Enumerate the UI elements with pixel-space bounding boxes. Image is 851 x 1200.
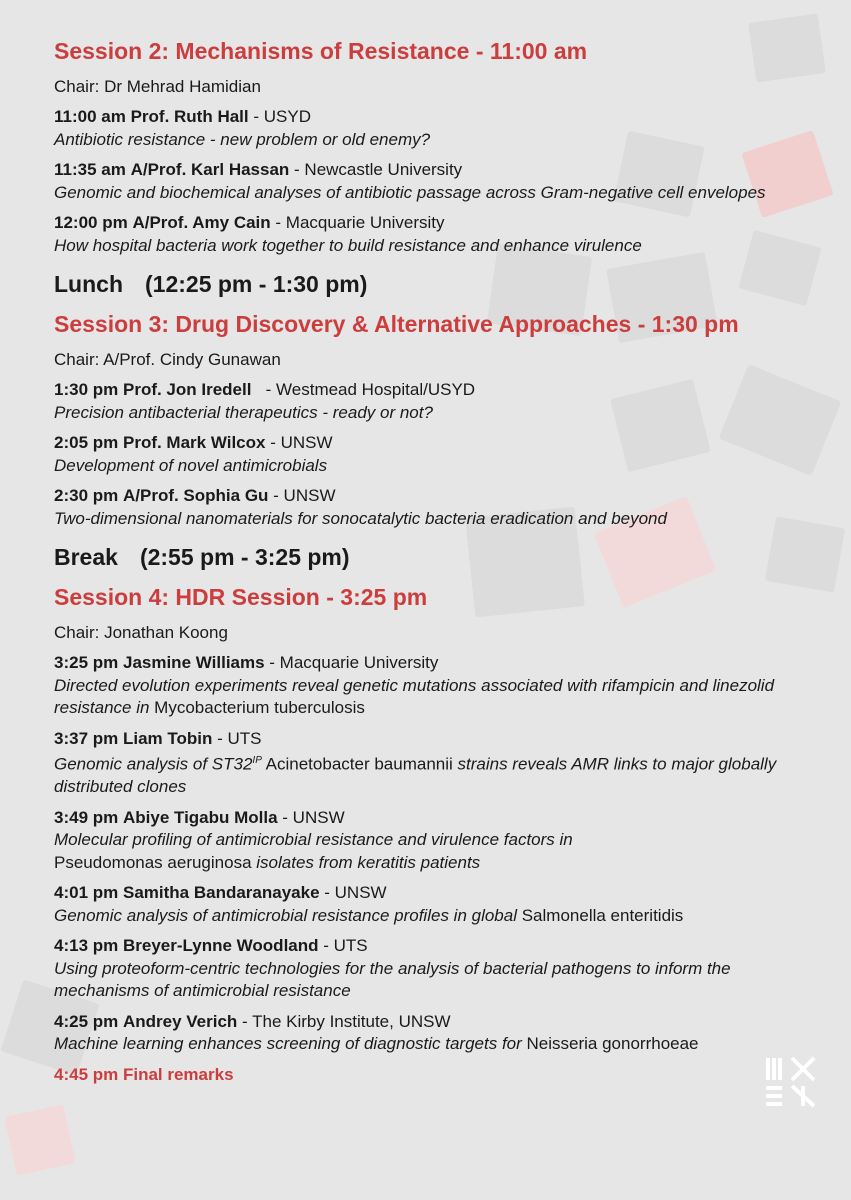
lunch-break: [54, 269, 834, 299]
talk-time: 12:00 pm: [54, 213, 128, 232]
talk-affiliation: - UNSW: [265, 433, 333, 452]
talk-time: 11:35 am: [54, 160, 126, 179]
talk-speaker: A/Prof. Amy Cain: [132, 213, 271, 232]
talk-title: [54, 1033, 834, 1056]
bg-square: [4, 1104, 75, 1175]
talk-title-text: Molecular profiling of antimicrobial resistance and virulence factors in: [54, 830, 573, 850]
session-2-chair: Chair: Dr Mehrad Hamidian: [54, 77, 261, 96]
session-4-heading: Session 4: HDR Session - 3:25 pm: [54, 584, 428, 610]
talk-affiliation: - UTS: [212, 728, 262, 748]
talk-speaker: Prof. Mark Wilcox: [122, 433, 266, 452]
talk-affiliation: - The Kirby Institute, UNSW: [237, 1011, 451, 1031]
talk-title: Two-dimensional nanomaterials for sonocatalytic bacteria eradication and beyond: [54, 508, 667, 528]
talk-item: [54, 652, 834, 720]
break-time: (2:55 pm - 3:25 pm): [139, 544, 350, 570]
talk-title: [54, 750, 834, 799]
talk-speaker: A/Prof. Karl Hassan: [130, 160, 290, 179]
session-4-chair: Chair: Jonathan Koong: [54, 623, 228, 642]
talk-speaker: Prof. Ruth Hall: [130, 107, 249, 126]
talk-time: 3:25 pm: [54, 653, 119, 672]
talk-affiliation: - USYD: [248, 107, 311, 126]
talk-item: [54, 807, 834, 875]
talk-affiliation: - UNSW: [268, 486, 336, 505]
talk-speaker: Liam Tobin: [122, 728, 213, 748]
talk-time: 4:13 pm: [54, 936, 119, 956]
talk-speaker: A/Prof. Sophia Gu: [122, 486, 269, 505]
break-label: Break: [54, 544, 118, 570]
talk-speaker: Prof. Jon Iredell: [122, 380, 252, 399]
talk-title-organism: Salmonella enteritidis: [521, 905, 684, 925]
talk-time: 3:37 pm: [54, 728, 119, 748]
talk-title: Using proteoform-centric technologies for the analysis of bacterial pathogens to inform the mechanisms of antimicrobial resistance: [54, 958, 731, 1001]
talk-item: [54, 159, 834, 204]
talk-affiliation: - Newcastle University: [289, 160, 463, 179]
talk-affiliation: - Westmead Hospital/USYD: [251, 380, 476, 399]
talk-item: [54, 1011, 834, 1056]
talk-item: [54, 485, 834, 530]
talk-title-text: Genomic analysis of antimicrobial resistance profiles in global: [54, 905, 522, 925]
session-3-heading: Session 3: Drug Discovery & Alternative Approaches - 1:30 pm: [54, 311, 739, 337]
talk-affiliation: - UNSW: [277, 807, 345, 827]
talk-title-organism: Pseudomonas aeruginosa: [54, 852, 252, 872]
talk-title-text: Directed evolution experiments reveal genetic mutations associated with rifampicin and linezolid resistance in: [54, 675, 775, 717]
talk-item: [54, 379, 834, 424]
afternoon-break: [54, 542, 834, 572]
talk-title-text: Genomic analysis of ST32: [54, 754, 253, 774]
talk-title: Antibiotic resistance - new problem or old enemy?: [54, 129, 431, 149]
talk-title: Development of novel antimicrobials: [54, 455, 328, 475]
talk-title: Genomic and biochemical analyses of antibiotic passage across Gram-negative cell envelopes: [54, 182, 766, 202]
talk-title: [54, 905, 834, 928]
talk-affiliation: - UNSW: [319, 883, 387, 903]
talk-title-organism: Mycobacterium tuberculosis: [154, 698, 365, 717]
talk-time: 11:00 am: [54, 107, 126, 126]
talk-affiliation: - UTS: [318, 936, 368, 956]
talk-item: [54, 106, 834, 151]
talk-title: [54, 829, 834, 874]
talk-speaker: Andrey Verich: [122, 1011, 238, 1031]
final-remarks: 4:45 pm Final remarks: [54, 1064, 234, 1084]
talk-title-text: isolates from keratitis patients: [251, 852, 481, 872]
talk-speaker: Abiye Tigabu Molla: [122, 807, 278, 827]
talk-title: Precision antibacterial therapeutics - ready or not?: [54, 402, 433, 422]
talk-speaker: Jasmine Williams: [122, 653, 265, 672]
talk-time: 1:30 pm: [54, 380, 119, 399]
talk-title-superscript: IP: [252, 755, 262, 766]
talk-item: [54, 882, 834, 927]
talk-speaker: Samitha Bandaranayake: [122, 883, 320, 903]
talk-time: 2:30 pm: [54, 486, 119, 505]
session-3-chair: Chair: A/Prof. Cindy Gunawan: [54, 350, 281, 369]
session-2-heading: Session 2: Mechanisms of Resistance - 11:00 am: [54, 38, 588, 64]
talk-title-organism: Neisseria gonorrhoeae: [526, 1034, 699, 1054]
talk-item: [54, 935, 834, 1003]
program-content: [54, 36, 834, 1086]
talk-time: 4:25 pm: [54, 1011, 119, 1031]
talk-item: [54, 212, 834, 257]
talk-title-text: strains reveals AMR links to major globally distributed clones: [54, 754, 777, 797]
talk-affiliation: - Macquarie University: [264, 653, 439, 672]
talk-title-text: Machine learning enhances screening of diagnostic targets for: [54, 1034, 527, 1054]
talk-title: How hospital bacteria work together to build resistance and enhance virulence: [54, 235, 642, 255]
talk-item: [54, 432, 834, 477]
talk-speaker: Breyer-Lynne Woodland: [122, 936, 319, 956]
lunch-time: (12:25 pm - 1:30 pm): [145, 271, 368, 297]
talk-affiliation: - Macquarie University: [270, 213, 445, 232]
lunch-label: Lunch: [54, 271, 123, 297]
talk-time: 3:49 pm: [54, 807, 119, 827]
talk-item: [54, 728, 834, 799]
talk-time: 2:05 pm: [54, 433, 119, 452]
talk-time: 4:01 pm: [54, 883, 119, 903]
talk-title-organism: Acinetobacter baumannii: [261, 754, 453, 774]
talk-title: [54, 675, 834, 720]
